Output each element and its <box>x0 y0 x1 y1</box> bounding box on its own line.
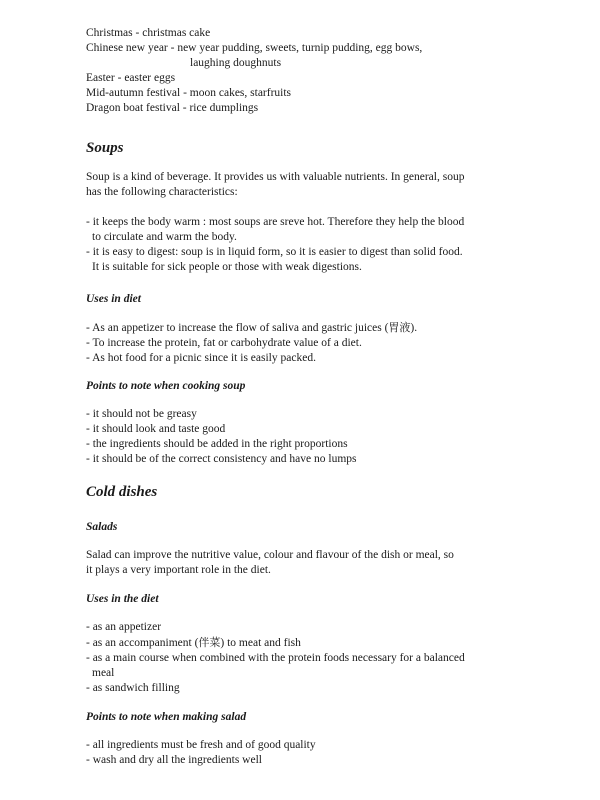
salads-heading-block <box>86 520 556 535</box>
list-item: - it keeps the body warm : most soups are sreve hot. Therefore they help the blood <box>86 216 465 228</box>
paragraph-line: Soup is a kind of beverage. It provides us with valuable nutrients. In general, soup <box>86 171 465 183</box>
list-item-continuation: It is suitable for sick people or those with weak digestions. <box>92 261 362 273</box>
salads-points-heading-block <box>86 710 556 725</box>
salads-uses-heading: Uses in the diet <box>86 593 159 605</box>
list-item-text: ) to meat and fish <box>220 637 301 649</box>
salads-intro <box>86 548 556 578</box>
list-item: - it should be of the correct consistency and have no lumps <box>86 453 357 465</box>
salads-heading: Salads <box>86 521 118 533</box>
list-item: - the ingredients should be added in the right proportions <box>86 438 348 450</box>
paragraph-line: Salad can improve the nutritive value, colour and flavour of the dish or meal, so <box>86 549 454 561</box>
list-item: - To increase the protein, fat or carbohydrate value of a diet. <box>86 337 362 349</box>
list-item-text: ). <box>410 322 418 334</box>
festival-food-list <box>86 26 556 116</box>
chinese-text: 伴菜 <box>198 636 221 649</box>
paragraph-line: has the following characteristics: <box>86 186 238 198</box>
festival-line: Mid-autumn festival - moon cakes, starfruits <box>86 87 292 99</box>
festival-line: Christmas - christmas cake <box>86 27 211 39</box>
festival-line: Chinese new year - new year pudding, sweets, turnip pudding, egg bows, <box>86 42 423 54</box>
festival-line: Easter - easter eggs <box>86 72 176 84</box>
chinese-text: 胃液 <box>388 321 411 334</box>
salads-points-list <box>86 738 556 768</box>
soups-uses-heading: Uses in diet <box>86 293 141 305</box>
salads-uses-list <box>86 620 556 696</box>
soups-points-heading: Points to note when cooking soup <box>86 380 246 392</box>
cold-dishes-section <box>86 483 556 501</box>
soups-uses-list <box>86 320 556 366</box>
soups-characteristics <box>86 215 556 275</box>
salads-uses-heading-block <box>86 592 556 607</box>
list-item: - it should not be greasy <box>86 408 197 420</box>
list-item: - all ingredients must be fresh and of good quality <box>86 739 316 751</box>
festival-line: laughing doughnuts <box>190 57 282 69</box>
list-item: - it is easy to digest: soup is in liquid form, so it is easier to digest than solid food. <box>86 246 463 258</box>
list-item-continuation: to circulate and warm the body. <box>92 231 237 243</box>
paragraph-line: it plays a very important role in the diet. <box>86 564 271 576</box>
list-item <box>86 635 556 651</box>
list-item-text: - As an appetizer to increase the flow of saliva and gastric juices ( <box>86 322 389 334</box>
list-item-continuation: meal <box>92 667 115 679</box>
list-item-text: - as an accompaniment ( <box>86 637 199 649</box>
soups-heading: Soups <box>86 140 124 156</box>
list-item: - as an appetizer <box>86 621 162 633</box>
list-item: - as sandwich filling <box>86 682 180 694</box>
soups-uses-heading-block <box>86 292 556 307</box>
list-item: - as a main course when combined with the protein foods necessary for a balanced <box>86 652 465 664</box>
soups-points-list <box>86 407 556 467</box>
list-item: - wash and dry all the ingredients well <box>86 754 262 766</box>
list-item: - As hot food for a picnic since it is easily packed. <box>86 352 316 364</box>
soups-section <box>86 139 556 157</box>
festival-line: Dragon boat festival - rice dumplings <box>86 102 259 114</box>
list-item <box>86 320 556 336</box>
soups-points-heading-block <box>86 379 556 394</box>
list-item: - it should look and taste good <box>86 423 226 435</box>
soups-intro <box>86 170 556 200</box>
cold-dishes-heading: Cold dishes <box>86 484 158 500</box>
salads-points-heading: Points to note when making salad <box>86 711 247 723</box>
